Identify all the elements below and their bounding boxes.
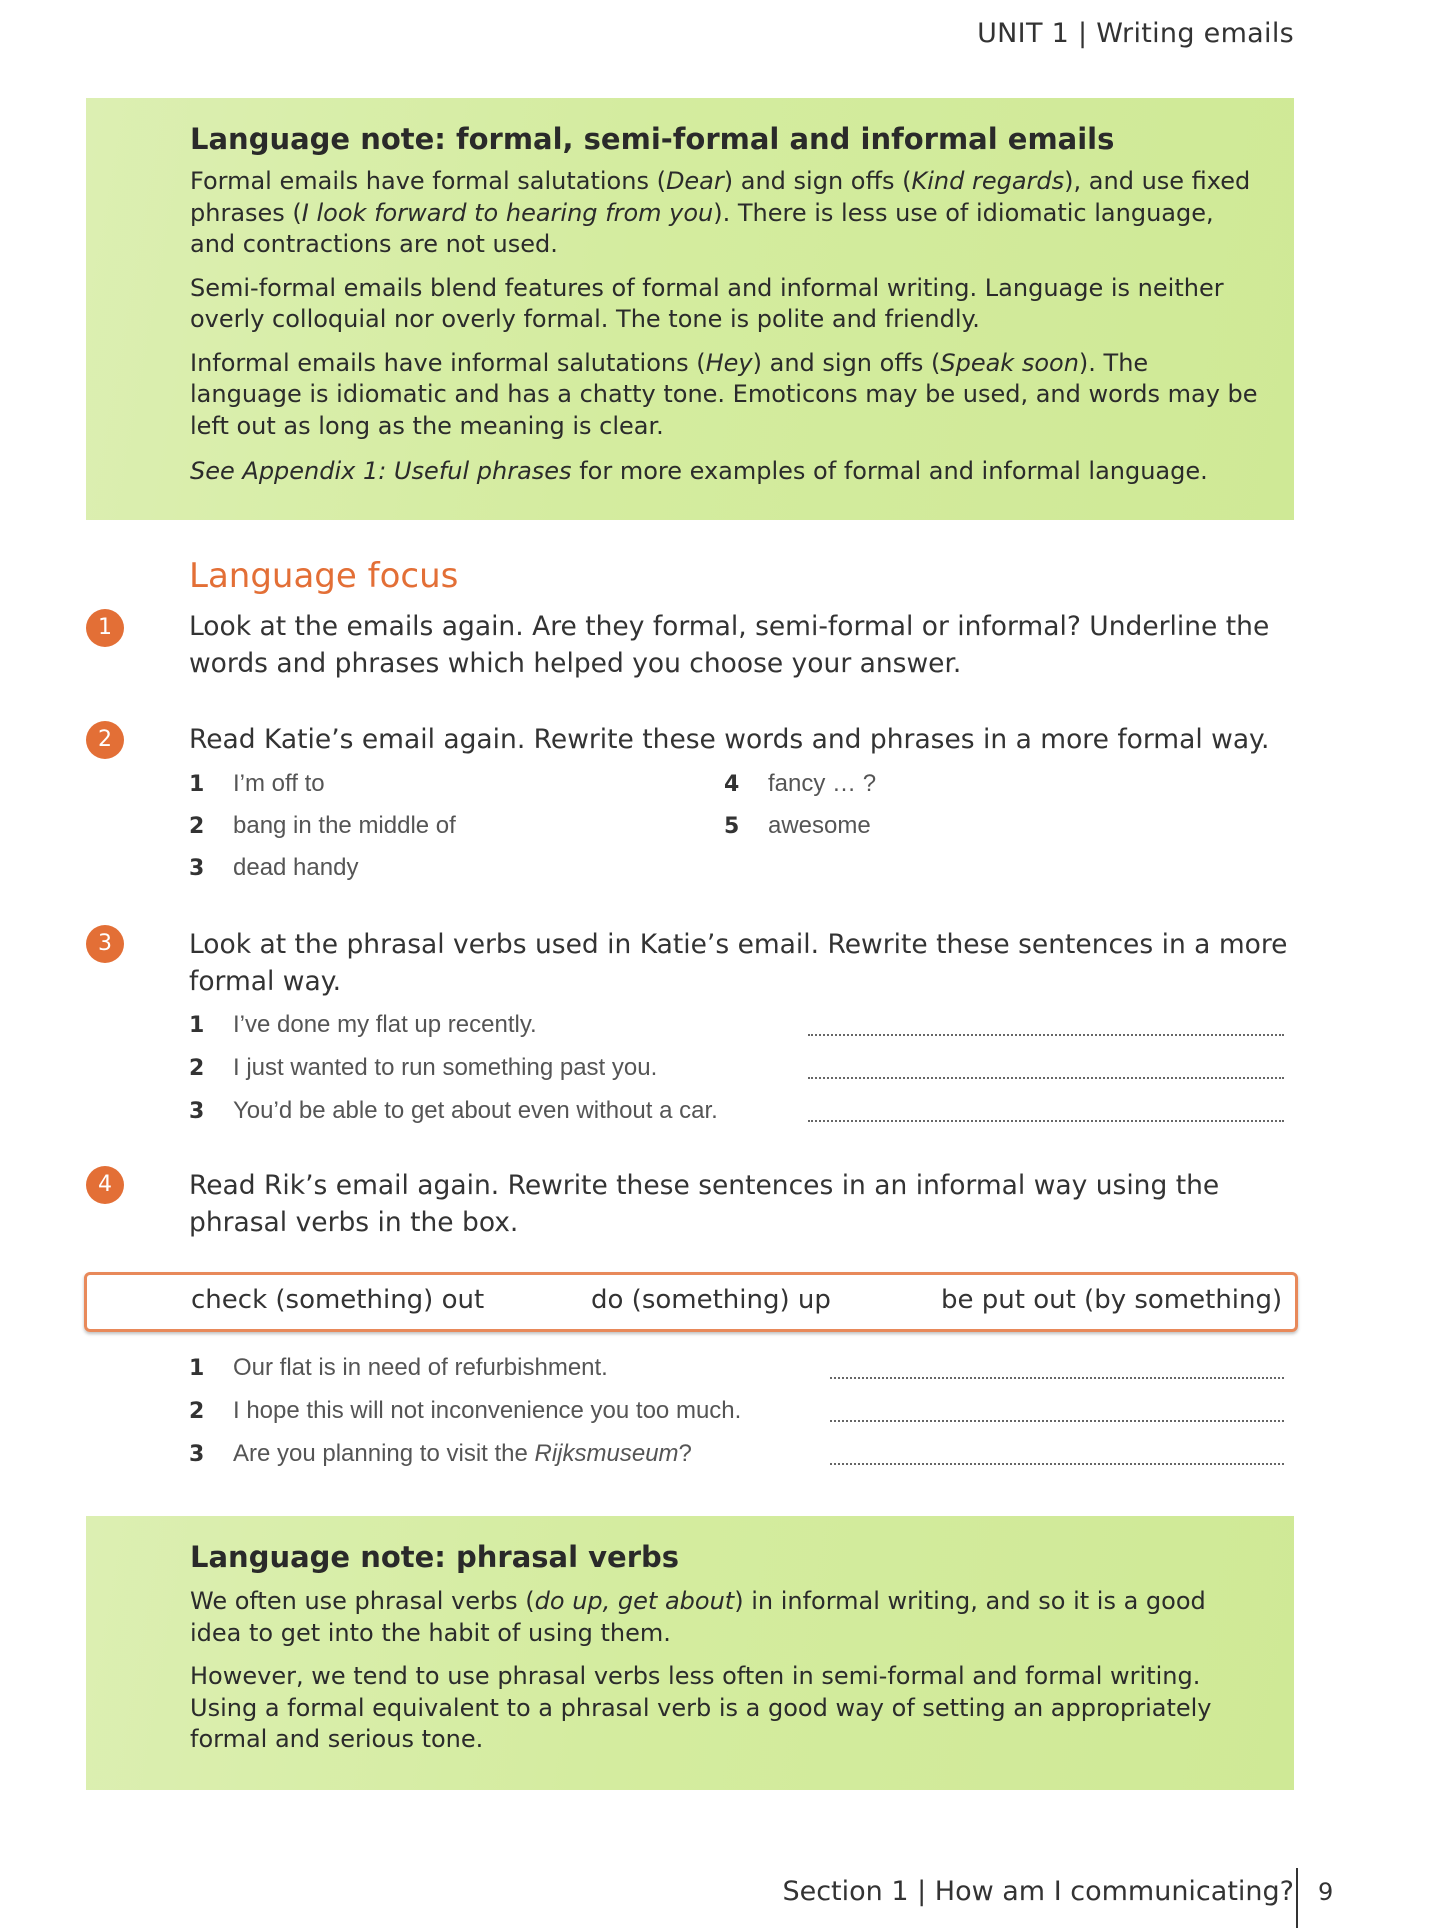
item-number: 1 xyxy=(189,1013,205,1038)
text-run: for more examples of formal and informal language. xyxy=(571,457,1208,485)
exercise-item xyxy=(724,812,871,840)
language-note-phrasal-verbs xyxy=(86,1516,1294,1790)
text-run: ) in informal writing, and so it is a good idea to get into the habit of using them. xyxy=(190,1587,1206,1647)
note-paragraph xyxy=(190,1661,1258,1756)
italic-run: I look forward to hearing from you xyxy=(301,198,714,227)
item-number: 2 xyxy=(189,814,205,839)
item-number: 5 xyxy=(724,814,740,839)
italic-run: Speak soon xyxy=(940,348,1079,377)
exercise-item xyxy=(189,1097,718,1125)
text-run: ). The language is idiomatic and has a chatty tone. Emoticons may be used, and words may be left out as long as the meaning is clear. xyxy=(190,348,1258,440)
exercise-number-badge: 2 xyxy=(86,721,124,759)
text-run: ), and use fixed phrases ( xyxy=(190,167,1251,227)
item-number: 2 xyxy=(189,1056,205,1081)
exercise-number-badge: 4 xyxy=(86,1166,124,1204)
note-paragraph xyxy=(190,1586,1258,1649)
item-number: 3 xyxy=(189,1099,205,1124)
note-title: Language note: formal, semi-formal and informal emails xyxy=(190,122,1115,156)
answer-line[interactable] xyxy=(830,1420,1284,1422)
italic-run: Kind regards xyxy=(911,167,1065,195)
text-run: Formal emails have formal salutations ( xyxy=(190,167,666,195)
page-number: 9 xyxy=(1318,1878,1334,1906)
note-paragraph xyxy=(190,273,1258,336)
item-text: I’ve done my flat up recently. xyxy=(233,1011,537,1038)
text-run: However, we tend to use phrasal verbs less often in semi-formal and formal writing. Using a formal equivalent to a phrasal verb is a good way of setting an appropriately formal and serious tone. xyxy=(190,1662,1212,1753)
text-run: I hope this will not inconvenience you too much. xyxy=(233,1397,742,1424)
item-text: I just wanted to run something past you. xyxy=(233,1054,658,1081)
exercise-number-badge: 3 xyxy=(86,925,124,963)
item-number: 4 xyxy=(724,772,740,797)
exercise-number-badge: 1 xyxy=(86,609,124,647)
text-run: ). There is less use of idiomatic language, and contractions are not used. xyxy=(190,198,1214,258)
footer-divider xyxy=(1296,1868,1298,1928)
italic-run: Hey xyxy=(705,348,753,377)
text-run: Are you planning to visit the xyxy=(233,1440,535,1467)
phrasal-verb-box xyxy=(84,1272,1298,1332)
note-paragraph xyxy=(190,166,1258,261)
section-title: Language focus xyxy=(189,556,459,596)
text-run: Our flat is in need of refurbishment. xyxy=(233,1354,608,1381)
exercise-item xyxy=(189,1397,741,1425)
answer-line[interactable] xyxy=(830,1463,1284,1465)
phrasal-verb: do (something) up xyxy=(591,1285,831,1315)
running-header: UNIT 1 | Writing emails xyxy=(977,18,1294,49)
exercise-item xyxy=(189,854,358,882)
text-run: ) and sign offs ( xyxy=(723,167,912,195)
item-text: fancy … ? xyxy=(768,770,877,797)
language-note-emails xyxy=(86,98,1294,520)
italic-run: See Appendix 1: Useful phrases xyxy=(190,457,572,485)
item-text: I’m off to xyxy=(233,770,325,797)
exercise-item xyxy=(189,1054,657,1082)
item-text: dead handy xyxy=(233,854,359,881)
item-number: 2 xyxy=(189,1399,205,1424)
item-number: 1 xyxy=(189,1356,205,1381)
exercise-item xyxy=(189,812,456,840)
text-run: We often use phrasal verbs ( xyxy=(190,1587,535,1615)
item-text xyxy=(233,1354,608,1381)
exercise-item xyxy=(189,1354,608,1382)
item-number: 3 xyxy=(189,1442,205,1467)
item-number: 3 xyxy=(189,856,205,881)
exercise-item xyxy=(189,1011,537,1039)
exercise-instruction: Look at the emails again. Are they formal, semi-formal or informal? Underline the words and phrases which helped you choose your answer. xyxy=(189,611,1270,679)
answer-line[interactable] xyxy=(808,1120,1284,1122)
answer-line[interactable] xyxy=(830,1377,1284,1379)
note-paragraph xyxy=(190,348,1258,443)
note-title: Language note: phrasal verbs xyxy=(190,1540,680,1574)
item-text: You’d be able to get about even without a car. xyxy=(233,1097,718,1124)
italic-run: Dear xyxy=(665,167,724,195)
exercise-item xyxy=(189,1440,692,1468)
text-run: ) and sign offs ( xyxy=(752,348,941,377)
italic-run: Rijksmuseum xyxy=(534,1440,679,1467)
item-text: bang in the middle of xyxy=(233,812,456,839)
text-run: Semi-formal emails blend features of formal and informal writing. Language is neither overly colloquial nor overly formal. The tone is polite and friendly. xyxy=(190,273,1224,333)
exercise-instruction: Look at the phrasal verbs used in Katie’s email. Rewrite these sentences in a more formal way. xyxy=(189,929,1288,997)
item-text xyxy=(233,1440,692,1467)
text-run: Informal emails have informal salutations ( xyxy=(190,348,706,377)
phrasal-verb: be put out (by something) xyxy=(941,1285,1283,1315)
answer-line[interactable] xyxy=(808,1077,1284,1079)
exercise-instruction: Read Katie’s email again. Rewrite these words and phrases in a more formal way. xyxy=(189,724,1270,755)
answer-line[interactable] xyxy=(808,1034,1284,1036)
running-footer: Section 1 | How am I communicating? xyxy=(782,1876,1294,1907)
exercise-instruction: Read Rik’s email again. Rewrite these sentences in an informal way using the phrasal verbs in the box. xyxy=(189,1170,1220,1238)
item-text: awesome xyxy=(768,812,871,839)
italic-run: do up, get about xyxy=(534,1587,735,1615)
item-text xyxy=(233,1397,741,1424)
exercise-item xyxy=(189,770,325,798)
exercise-item xyxy=(724,770,876,798)
text-run: ? xyxy=(678,1440,692,1467)
note-paragraph xyxy=(190,456,1258,488)
phrasal-verb: check (something) out xyxy=(191,1285,485,1315)
item-number: 1 xyxy=(189,772,205,797)
